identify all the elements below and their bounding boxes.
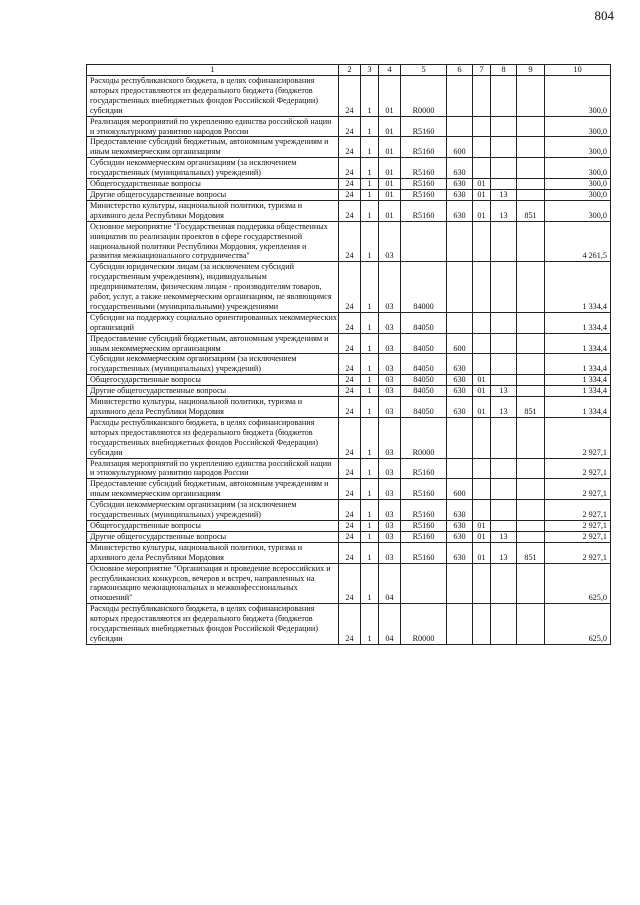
code-col-6: 600: [447, 479, 473, 500]
code-col-3: 1: [361, 531, 379, 542]
code-col-4: 01: [379, 179, 401, 190]
code-col-2: 24: [339, 221, 361, 262]
code-col-5: 84050: [401, 312, 447, 333]
code-col-3: 1: [361, 354, 379, 375]
code-col-8: [491, 333, 517, 354]
code-col-9: [517, 189, 545, 200]
code-col-3: 1: [361, 604, 379, 645]
column-header: 4: [379, 65, 401, 76]
column-header: 8: [491, 65, 517, 76]
code-col-4: 01: [379, 189, 401, 200]
code-col-9: [517, 386, 545, 397]
code-col-9: 851: [517, 200, 545, 221]
code-col-7: 01: [473, 542, 491, 563]
code-col-4: 04: [379, 604, 401, 645]
code-col-8: 13: [491, 542, 517, 563]
code-col-2: 24: [339, 375, 361, 386]
code-col-6: 630: [447, 375, 473, 386]
code-col-4: 04: [379, 563, 401, 604]
code-col-7: 01: [473, 179, 491, 190]
code-col-3: 1: [361, 386, 379, 397]
row-description: Расходы республиканского бюджета, в целях софинансирования которых предоставляются из федерального бюджета (бюджетов государственных внебюджетных фондов Российской Федерации) субсидии: [87, 417, 339, 458]
table-row: [87, 221, 611, 262]
code-col-4: 03: [379, 262, 401, 313]
code-col-6: 630: [447, 531, 473, 542]
code-col-2: 24: [339, 137, 361, 158]
code-col-9: [517, 262, 545, 313]
table-row: [87, 262, 611, 313]
code-col-5: 84050: [401, 375, 447, 386]
code-col-2: 24: [339, 312, 361, 333]
code-col-6: [447, 458, 473, 479]
amount: 625,0: [545, 563, 611, 604]
code-col-6: 630: [447, 200, 473, 221]
code-col-7: [473, 333, 491, 354]
code-col-8: [491, 563, 517, 604]
code-col-7: 01: [473, 189, 491, 200]
amount: 625,0: [545, 604, 611, 645]
column-header: 10: [545, 65, 611, 76]
code-col-9: [517, 333, 545, 354]
amount: 300,0: [545, 116, 611, 137]
code-col-2: 24: [339, 386, 361, 397]
table-row: [87, 354, 611, 375]
code-col-5: 84050: [401, 386, 447, 397]
row-description: Предоставление субсидий бюджетным, автономным учреждениям и иным некоммерческим организациям: [87, 137, 339, 158]
row-description: Расходы республиканского бюджета, в целях софинансирования которых предоставляются из федерального бюджета (бюджетов государственных внебюджетных фондов Российской Федерации) субсидии: [87, 76, 339, 117]
code-col-9: [517, 458, 545, 479]
row-description: Субсидии некоммерческим организациям (за исключением государственных (муниципальных) учреждений): [87, 354, 339, 375]
code-col-3: 1: [361, 520, 379, 531]
code-col-3: 1: [361, 158, 379, 179]
code-col-8: 13: [491, 386, 517, 397]
row-description: Министерство культуры, национальной политики, туризма и архивного дела Республики Мордовия: [87, 542, 339, 563]
code-col-4: 03: [379, 531, 401, 542]
code-col-2: 24: [339, 479, 361, 500]
row-description: Министерство культуры, национальной политики, туризма и архивного дела Республики Мордовия: [87, 397, 339, 418]
column-header: 7: [473, 65, 491, 76]
code-col-4: 01: [379, 116, 401, 137]
code-col-6: [447, 563, 473, 604]
budget-table: [86, 64, 611, 645]
code-col-9: [517, 479, 545, 500]
code-col-8: [491, 312, 517, 333]
amount: 2 927,1: [545, 479, 611, 500]
code-col-3: 1: [361, 542, 379, 563]
code-col-3: 1: [361, 189, 379, 200]
code-col-9: [517, 179, 545, 190]
row-description: Реализация мероприятий по укреплению единства российской нации и этнокультурному развитию народов России: [87, 458, 339, 479]
code-col-5: R5160: [401, 189, 447, 200]
code-col-8: [491, 375, 517, 386]
code-col-6: 630: [447, 189, 473, 200]
code-col-5: 84050: [401, 397, 447, 418]
code-col-8: [491, 221, 517, 262]
code-col-8: [491, 479, 517, 500]
table-row: [87, 458, 611, 479]
code-col-2: 24: [339, 116, 361, 137]
table-row: [87, 179, 611, 190]
code-col-8: [491, 354, 517, 375]
code-col-3: 1: [361, 458, 379, 479]
code-col-4: 01: [379, 158, 401, 179]
code-col-6: [447, 604, 473, 645]
page-number: 804: [594, 8, 614, 23]
code-col-7: [473, 604, 491, 645]
code-col-3: 1: [361, 116, 379, 137]
code-col-9: [517, 158, 545, 179]
amount: 1 334,4: [545, 262, 611, 313]
column-header: 1: [87, 65, 339, 76]
row-description: Субсидии некоммерческим организациям (за исключением государственных (муниципальных) учреждений): [87, 158, 339, 179]
code-col-8: [491, 417, 517, 458]
code-col-9: 851: [517, 397, 545, 418]
code-col-2: 24: [339, 397, 361, 418]
code-col-4: 03: [379, 397, 401, 418]
code-col-4: 03: [379, 221, 401, 262]
code-col-8: [491, 158, 517, 179]
code-col-7: [473, 221, 491, 262]
amount: 300,0: [545, 158, 611, 179]
code-col-7: [473, 479, 491, 500]
code-col-8: 13: [491, 200, 517, 221]
code-col-8: [491, 500, 517, 521]
table-row: [87, 76, 611, 117]
code-col-9: [517, 221, 545, 262]
code-col-5: R5160: [401, 520, 447, 531]
code-col-3: 1: [361, 262, 379, 313]
code-col-7: [473, 354, 491, 375]
amount: 2 927,1: [545, 458, 611, 479]
row-description: Предоставление субсидий бюджетным, автономным учреждениям и иным некоммерческим организациям: [87, 333, 339, 354]
code-col-6: 600: [447, 333, 473, 354]
code-col-7: 01: [473, 397, 491, 418]
code-col-6: 630: [447, 386, 473, 397]
code-col-7: [473, 417, 491, 458]
code-col-2: 24: [339, 333, 361, 354]
code-col-4: 03: [379, 333, 401, 354]
code-col-7: [473, 500, 491, 521]
code-col-4: 03: [379, 375, 401, 386]
code-col-2: 24: [339, 179, 361, 190]
table-row: [87, 520, 611, 531]
code-col-4: 01: [379, 76, 401, 117]
code-col-4: 03: [379, 386, 401, 397]
code-col-2: 24: [339, 500, 361, 521]
code-col-9: [517, 531, 545, 542]
amount: 1 334,4: [545, 375, 611, 386]
row-description: Другие общегосударственные вопросы: [87, 386, 339, 397]
code-col-3: 1: [361, 221, 379, 262]
code-col-7: [473, 137, 491, 158]
code-col-7: 01: [473, 375, 491, 386]
code-col-4: 03: [379, 479, 401, 500]
row-description: Другие общегосударственные вопросы: [87, 531, 339, 542]
code-col-7: 01: [473, 200, 491, 221]
table-row: [87, 200, 611, 221]
code-col-2: 24: [339, 531, 361, 542]
code-col-6: 630: [447, 158, 473, 179]
code-col-3: 1: [361, 397, 379, 418]
code-col-3: 1: [361, 312, 379, 333]
code-col-9: [517, 137, 545, 158]
table-row: [87, 563, 611, 604]
amount: 300,0: [545, 189, 611, 200]
code-col-5: R5160: [401, 158, 447, 179]
code-col-2: 24: [339, 200, 361, 221]
code-col-2: 24: [339, 158, 361, 179]
amount: 300,0: [545, 200, 611, 221]
row-description: Общегосударственные вопросы: [87, 520, 339, 531]
code-col-8: [491, 179, 517, 190]
table-row: [87, 397, 611, 418]
code-col-5: R5160: [401, 137, 447, 158]
code-col-9: [517, 354, 545, 375]
table-row: [87, 312, 611, 333]
row-description: Расходы республиканского бюджета, в целях софинансирования которых предоставляются из федерального бюджета (бюджетов государственных внебюджетных фондов Российской Федерации) субсидии: [87, 604, 339, 645]
code-col-9: [517, 500, 545, 521]
code-col-2: 24: [339, 417, 361, 458]
code-col-3: 1: [361, 179, 379, 190]
code-col-7: [473, 262, 491, 313]
code-col-9: [517, 604, 545, 645]
code-col-5: 84050: [401, 333, 447, 354]
amount: 1 334,4: [545, 397, 611, 418]
column-header: 2: [339, 65, 361, 76]
row-description: Субсидии юридическим лицам (за исключением субсидий государственным учреждениям), индивидуальным предпринимателям, физическим лицам - производителям товаров, работ, услуг, а также некоммерческим организациям, не являющимся государственными (муниципальными) учреждениями: [87, 262, 339, 313]
code-col-9: 851: [517, 542, 545, 563]
amount: 1 334,4: [545, 333, 611, 354]
code-col-6: [447, 76, 473, 117]
code-col-2: 24: [339, 189, 361, 200]
code-col-9: [517, 417, 545, 458]
row-description: Предоставление субсидий бюджетным, автономным учреждениям и иным некоммерческим организациям: [87, 479, 339, 500]
code-col-4: 03: [379, 417, 401, 458]
code-col-6: 630: [447, 500, 473, 521]
code-col-6: [447, 221, 473, 262]
code-col-2: 24: [339, 354, 361, 375]
code-col-2: 24: [339, 458, 361, 479]
code-col-8: [491, 262, 517, 313]
code-col-9: [517, 76, 545, 117]
code-col-4: 03: [379, 354, 401, 375]
row-description: Субсидии на поддержку социально ориентированных некоммерческих организаций: [87, 312, 339, 333]
code-col-8: 13: [491, 397, 517, 418]
code-col-5: R5160: [401, 458, 447, 479]
code-col-5: R5160: [401, 531, 447, 542]
code-col-7: [473, 76, 491, 117]
code-col-5: R0000: [401, 76, 447, 117]
column-header: 9: [517, 65, 545, 76]
code-col-2: 24: [339, 520, 361, 531]
row-description: Министерство культуры, национальной политики, туризма и архивного дела Республики Мордовия: [87, 200, 339, 221]
code-col-6: [447, 262, 473, 313]
amount: 2 927,1: [545, 531, 611, 542]
code-col-6: [447, 312, 473, 333]
code-col-5: R5160: [401, 500, 447, 521]
code-col-3: 1: [361, 76, 379, 117]
table-row: [87, 375, 611, 386]
code-col-8: [491, 604, 517, 645]
code-col-7: 01: [473, 520, 491, 531]
code-col-8: [491, 520, 517, 531]
amount: 2 927,1: [545, 500, 611, 521]
code-col-4: 03: [379, 312, 401, 333]
table-row: [87, 417, 611, 458]
code-col-3: 1: [361, 200, 379, 221]
amount: 2 927,1: [545, 520, 611, 531]
code-col-8: 13: [491, 189, 517, 200]
code-col-5: R0000: [401, 604, 447, 645]
code-col-6: [447, 116, 473, 137]
amount: 300,0: [545, 137, 611, 158]
code-col-7: [473, 563, 491, 604]
code-col-3: 1: [361, 500, 379, 521]
code-col-5: [401, 221, 447, 262]
code-col-9: [517, 520, 545, 531]
amount: 2 927,1: [545, 542, 611, 563]
code-col-8: [491, 458, 517, 479]
code-col-9: [517, 563, 545, 604]
code-col-9: [517, 312, 545, 333]
code-col-8: [491, 76, 517, 117]
code-col-3: 1: [361, 333, 379, 354]
code-col-2: 24: [339, 76, 361, 117]
amount: 300,0: [545, 179, 611, 190]
code-col-4: 01: [379, 137, 401, 158]
code-col-7: [473, 312, 491, 333]
code-col-5: R5160: [401, 479, 447, 500]
code-col-6: 600: [447, 137, 473, 158]
code-col-2: 24: [339, 262, 361, 313]
column-header: 5: [401, 65, 447, 76]
row-description: Общегосударственные вопросы: [87, 179, 339, 190]
code-col-7: [473, 458, 491, 479]
row-description: Другие общегосударственные вопросы: [87, 189, 339, 200]
code-col-5: R5160: [401, 116, 447, 137]
code-col-2: 24: [339, 563, 361, 604]
table-row: [87, 189, 611, 200]
code-col-8: [491, 116, 517, 137]
code-col-4: 01: [379, 200, 401, 221]
code-col-4: 03: [379, 520, 401, 531]
code-col-5: R5160: [401, 179, 447, 190]
code-col-3: 1: [361, 563, 379, 604]
row-description: Общегосударственные вопросы: [87, 375, 339, 386]
code-col-7: 01: [473, 386, 491, 397]
code-col-8: [491, 137, 517, 158]
code-col-3: 1: [361, 375, 379, 386]
code-col-6: 630: [447, 397, 473, 418]
code-col-4: 03: [379, 500, 401, 521]
row-description: Субсидии некоммерческим организациям (за исключением государственных (муниципальных) учреждений): [87, 500, 339, 521]
amount: 1 334,4: [545, 354, 611, 375]
code-col-5: 84000: [401, 262, 447, 313]
table-row: [87, 604, 611, 645]
amount: 1 334,4: [545, 386, 611, 397]
code-col-3: 1: [361, 417, 379, 458]
table-row: [87, 542, 611, 563]
amount: 4 261,5: [545, 221, 611, 262]
table-row: [87, 116, 611, 137]
row-description: Основное мероприятие "Организация и проведение всероссийских и республиканских конкурсов, вечеров и встреч, направленных на гармонизацию межнациональных и межконфессиональных отношений": [87, 563, 339, 604]
column-header: 6: [447, 65, 473, 76]
code-col-4: 03: [379, 542, 401, 563]
code-col-3: 1: [361, 137, 379, 158]
code-col-9: [517, 116, 545, 137]
code-col-3: 1: [361, 479, 379, 500]
table-row: [87, 479, 611, 500]
table-row: [87, 500, 611, 521]
code-col-7: [473, 116, 491, 137]
amount: 300,0: [545, 76, 611, 117]
amount: 1 334,4: [545, 312, 611, 333]
code-col-5: R0000: [401, 417, 447, 458]
row-description: Основное мероприятие "Государственная поддержка общественных инициатив по реализации проектов в сфере государственной национальной политики Республики Мордовия, укрепления и развития межнационального сотрудничества": [87, 221, 339, 262]
table-row: [87, 158, 611, 179]
code-col-5: R5160: [401, 542, 447, 563]
code-col-5: [401, 563, 447, 604]
code-col-7: 01: [473, 531, 491, 542]
row-description: Реализация мероприятий по укреплению единства российской нации и этнокультурному развитию народов России: [87, 116, 339, 137]
code-col-6: 630: [447, 520, 473, 531]
code-col-6: [447, 417, 473, 458]
code-col-6: 630: [447, 354, 473, 375]
column-header: 3: [361, 65, 379, 76]
code-col-5: 84050: [401, 354, 447, 375]
table-row: [87, 137, 611, 158]
code-col-4: 03: [379, 458, 401, 479]
amount: 2 927,1: [545, 417, 611, 458]
code-col-5: R5160: [401, 200, 447, 221]
table-row: [87, 333, 611, 354]
header-row: [87, 65, 611, 76]
table-row: [87, 386, 611, 397]
code-col-7: [473, 158, 491, 179]
code-col-9: [517, 375, 545, 386]
code-col-6: 630: [447, 542, 473, 563]
code-col-6: 630: [447, 179, 473, 190]
code-col-2: 24: [339, 542, 361, 563]
code-col-8: 13: [491, 531, 517, 542]
code-col-2: 24: [339, 604, 361, 645]
table-row: [87, 531, 611, 542]
